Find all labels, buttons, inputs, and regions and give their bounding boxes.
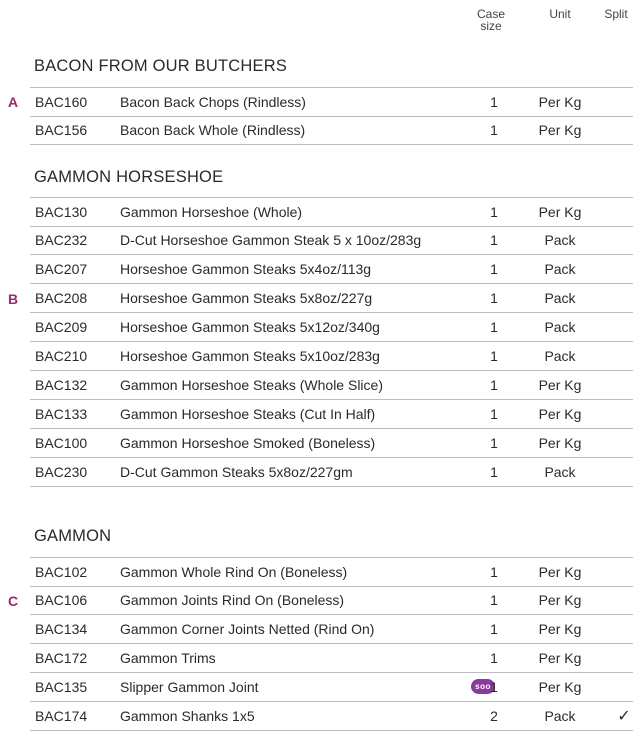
product-code: BAC160 [35,94,88,110]
row-marker: B [8,291,19,307]
table-row [30,429,633,458]
unit: Pack [544,319,576,335]
product-description: Gammon Horseshoe Steaks (Whole Slice) [120,377,383,393]
column-header-split: Split [604,7,628,21]
product-code: BAC232 [35,232,88,248]
product-description: D-Cut Horseshoe Gammon Steak 5 x 10oz/283g [120,232,422,248]
unit: Per Kg [538,679,582,695]
case-size: 1 [490,406,498,422]
product-description: Slipper Gammon Joint [120,679,259,695]
product-code: BAC100 [35,435,88,451]
product-code: BAC134 [35,621,88,637]
table-row [30,197,633,227]
product-description: Gammon Joints Rind On (Boneless) [120,592,345,608]
case-size: 1 [490,564,498,580]
unit: Pack [544,261,576,277]
product-code: BAC172 [35,650,88,666]
case-size: 1 [490,232,498,248]
unit: Pack [544,290,576,306]
row-marker: C [8,593,19,609]
table-row [30,371,633,400]
product-description: Horseshoe Gammon Steaks 5x10oz/283g [120,348,380,364]
table-row [30,586,633,615]
product-description: D-Cut Gammon Steaks 5x8oz/227gm [120,464,353,480]
table-row [30,702,633,731]
table-row [30,284,633,313]
unit: Per Kg [538,435,582,451]
product-code: BAC174 [35,708,88,724]
case-size: 1 [490,204,498,220]
unit: Per Kg [538,406,582,422]
product-description: Gammon Shanks 1x5 [120,708,255,724]
table-row [30,400,633,429]
unit: Per Kg [538,122,582,138]
section-title-gammon: GAMMON [34,527,112,545]
product-description: Bacon Back Chops (Rindless) [120,94,306,110]
table-row [30,116,633,145]
product-description: Gammon Horseshoe Steaks (Cut In Half) [120,406,376,422]
case-size: 1 [490,435,498,451]
product-code: BAC102 [35,564,88,580]
product-code: BAC106 [35,592,88,608]
unit: Per Kg [538,94,582,110]
unit: Per Kg [538,204,582,220]
section-title-gammon-horseshoe: GAMMON HORSESHOE [34,168,224,186]
unit: Per Kg [538,621,582,637]
product-description: Gammon Trims [120,650,216,666]
table-row [30,226,633,255]
case-size: 1 [490,122,498,138]
soo-badge-icon: soo [471,679,495,694]
table-row [30,557,633,587]
product-code: BAC207 [35,261,88,277]
product-description: Gammon Horseshoe Smoked (Boneless) [120,435,376,451]
product-code: BAC156 [35,122,88,138]
product-description: Gammon Horseshoe (Whole) [120,204,303,220]
unit: Per Kg [538,564,582,580]
product-code: BAC130 [35,204,88,220]
case-size: 1 [490,377,498,393]
case-size: 1 [490,592,498,608]
product-code: BAC132 [35,377,88,393]
column-header-case-size [466,8,516,32]
unit: Pack [544,232,576,248]
case-size: 1 [490,464,498,480]
product-description: Horseshoe Gammon Steaks 5x4oz/113g [120,261,372,277]
unit: Pack [544,708,576,724]
case-size: 1 [490,94,498,110]
table-row [30,673,633,702]
case-size: 2 [490,708,498,724]
table-row [30,342,633,371]
product-description: Horseshoe Gammon Steaks 5x8oz/227g [120,290,373,306]
table-row [30,458,633,487]
unit: Pack [544,348,576,364]
table-row [30,87,633,117]
case-size: 1 [490,679,498,695]
product-code: BAC209 [35,319,88,335]
case-size-header-line2: size [480,19,502,33]
case-size-header-line1: Case [476,7,505,21]
case-size: 1 [490,290,498,306]
split-check-icon: ✓ [617,708,631,725]
product-code: BAC208 [35,290,88,306]
product-description: Bacon Back Whole (Rindless) [120,122,306,138]
case-size: 1 [490,261,498,277]
case-size: 1 [490,621,498,637]
product-description: Gammon Whole Rind On (Boneless) [120,564,348,580]
table-row [30,644,633,673]
unit: Per Kg [538,592,582,608]
product-code: BAC135 [35,679,88,695]
product-code: BAC133 [35,406,88,422]
product-description: Gammon Corner Joints Netted (Rind On) [120,621,375,637]
product-code: BAC230 [35,464,88,480]
table-row [30,615,633,644]
section-title-bacon: BACON FROM OUR BUTCHERS [34,57,288,75]
case-size: 1 [490,319,498,335]
product-code: BAC210 [35,348,88,364]
unit: Per Kg [538,377,582,393]
product-description: Horseshoe Gammon Steaks 5x12oz/340g [120,319,380,335]
row-marker: A [8,94,19,110]
table-row [30,313,633,342]
case-size: 1 [490,650,498,666]
unit: Pack [544,464,576,480]
unit: Per Kg [538,650,582,666]
table-row [30,255,633,284]
case-size: 1 [490,348,498,364]
column-header-unit: Unit [549,7,571,21]
